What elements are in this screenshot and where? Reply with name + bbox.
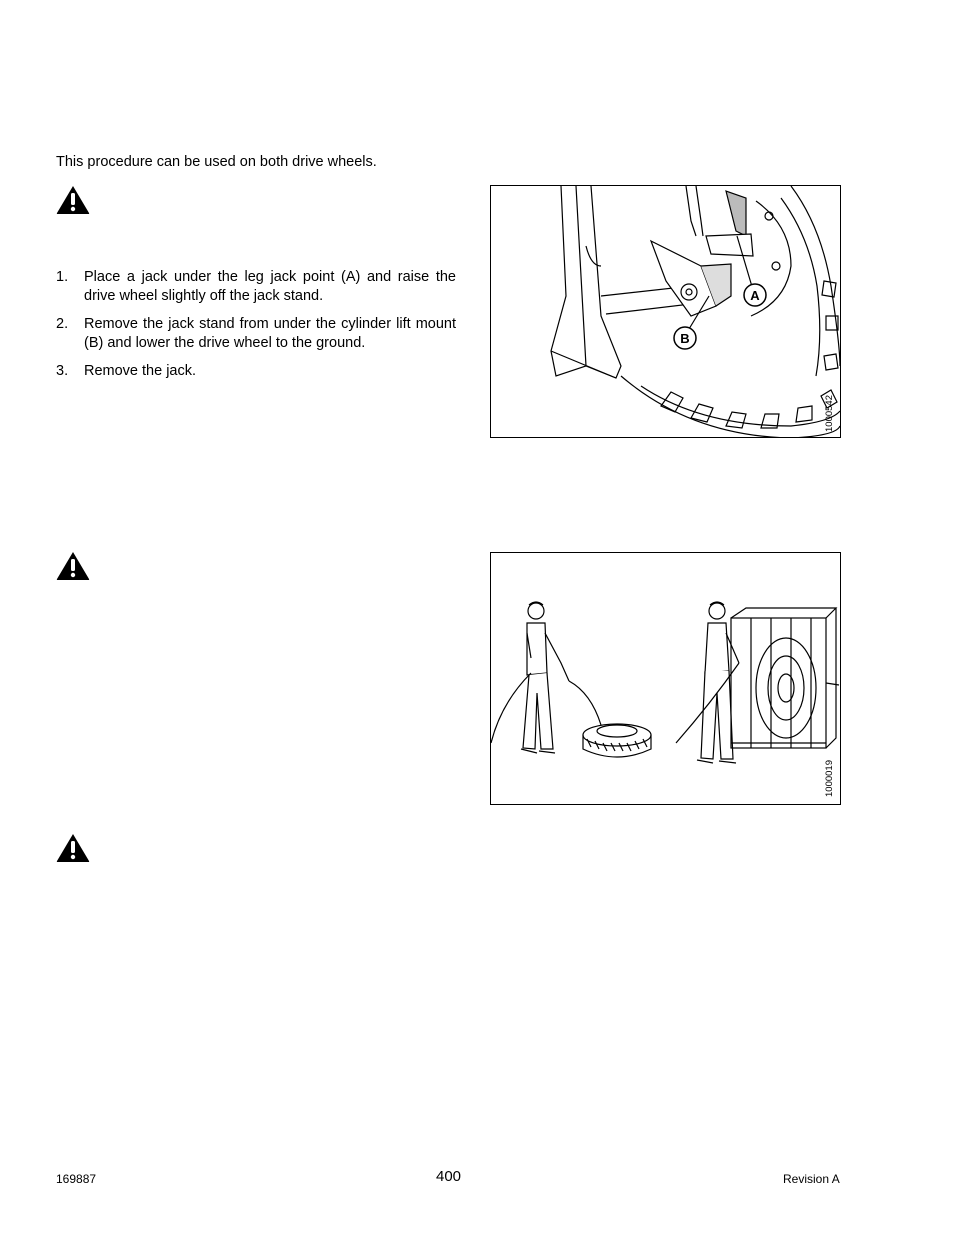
step-text: Place a jack under the leg jack point (A) and raise the drive wheel slightly off the jack stand. — [84, 269, 456, 304]
tire-inflation-illustration — [491, 553, 840, 804]
footer-doc-number: 169887 — [56, 1172, 97, 1186]
figure-id: 1000019 — [824, 760, 835, 797]
intro-text: This procedure can be used on both drive wheels. — [56, 154, 377, 170]
step-number: 1. — [56, 269, 69, 285]
callout-a: A — [750, 288, 760, 303]
step-item — [56, 268, 456, 306]
step-item — [56, 362, 456, 381]
step-number: 2. — [56, 316, 69, 332]
warning-icon — [56, 185, 90, 215]
step-number: 3. — [56, 363, 69, 379]
footer-revision: Revision A — [783, 1172, 840, 1186]
procedure-steps — [56, 268, 456, 390]
step-text: Remove the jack stand from under the cylinder lift mount (B) and lower the drive wheel to the ground. — [84, 316, 456, 351]
warning-icon — [56, 833, 90, 863]
callout-b: B — [680, 331, 690, 346]
step-text: Remove the jack. — [84, 363, 197, 379]
footer-page-number: 400 — [436, 1168, 462, 1185]
figure-drive-wheel-jack — [490, 185, 841, 438]
figure-tire-inflation — [490, 552, 841, 805]
figure-id: 1000542 — [824, 395, 835, 432]
step-item — [56, 315, 456, 353]
drive-wheel-illustration — [491, 186, 840, 437]
warning-icon — [56, 551, 90, 581]
